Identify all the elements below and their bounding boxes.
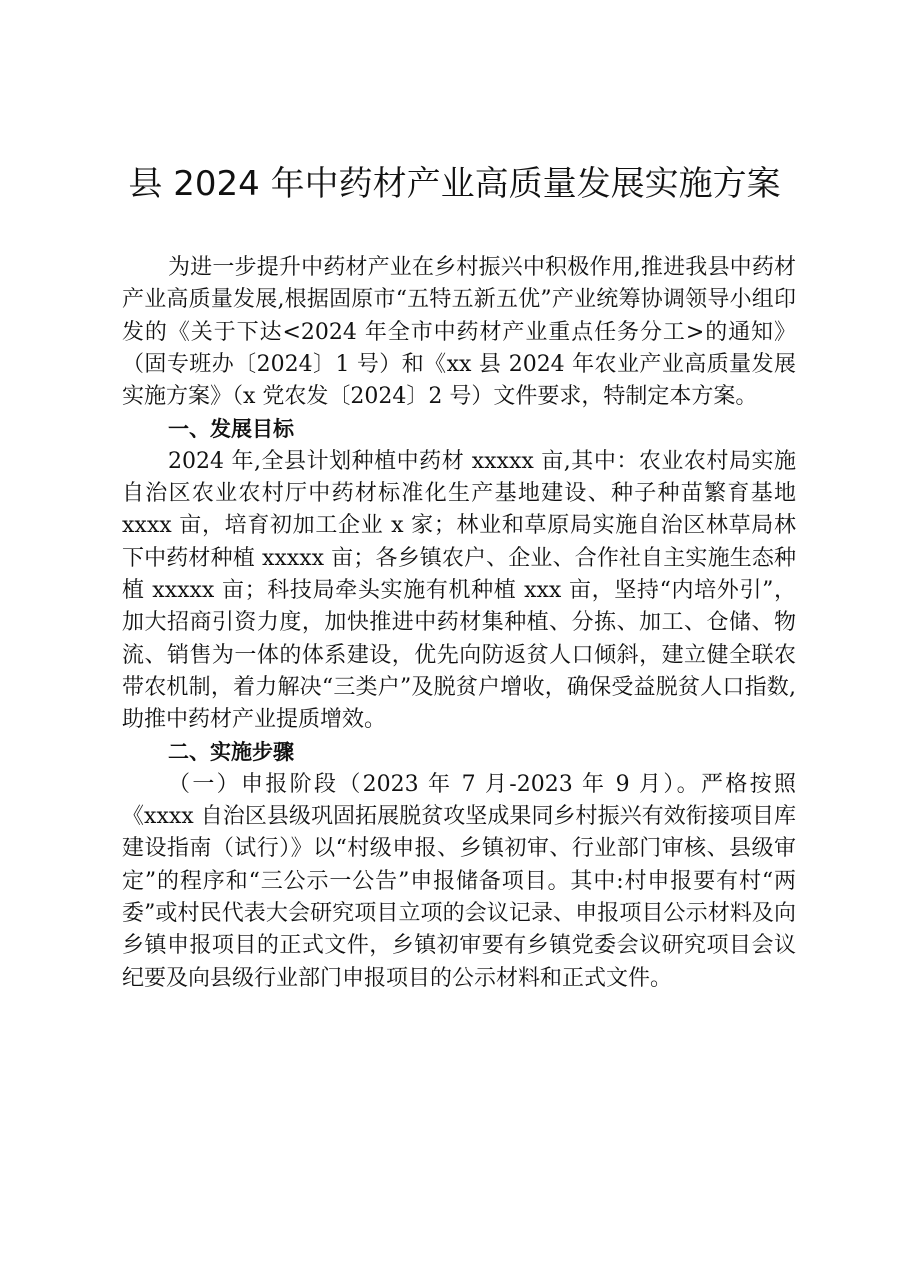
- goals-paragraph: 2024 年,全县计划种植中药材 xxxxx 亩,其中：农业农村局实施自治区农业农村厅中药材标准化生产基地建设、种子种苗繁育基地 xxxx 亩，培育初加工企业 x 家；林业和草原局实施自治区林草局林下中药材种植 xxxxx 亩；各乡镇农户、企业、合作社自主实施生态种植 xxxxx 亩；科技局牵头实施有机种植 xxx 亩，坚持“内培外引”，加大招商引资力度，加快推进中药材集种植、分拣、加工、仓储、物流、销售为一体的体系建设，优先向防返贫人口倾斜，建立健全联农带农机制，着力解决“三类户”及脱贫户增收，确保受益脱贫人口指数,助推中药材产业提质增效。: [122, 448, 796, 733]
- steps-paragraph: （一）申报阶段（2023 年 7 月-2023 年 9 月）。严格按照《xxxx 自治区县级巩固拓展脱贫攻坚成果同乡村振兴有效衔接项目库建设指南（试行）》以“村级申报、乡镇初审、行业部门审核、县级审定”的程序和“三公示一公告”申报储备项目。其中:村申报要有村“两委”或村民代表大会研究项目立项的会议记录、申报项目公示材料及向乡镇申报项目的正式文件，乡镇初审要有乡镇党委会议研究项目会议纪要及向县级行业部门申报项目的公示材料和正式文件。: [122, 771, 796, 991]
- document-body: [122, 252, 796, 995]
- section-heading-steps: 二、实施步骤: [168, 740, 294, 765]
- document-title: 县 2024 年中药材产业高质量发展实施方案: [128, 164, 781, 204]
- intro-paragraph: 为进一步提升中药材产业在乡村振兴中积极作用,推进我县中药材产业高质量发展,根据固原市“五特五新五优”产业统筹协调领导小组印发的《关于下达<2024 年全市中药材产业重点任务分工>的通知》（固专班办〔2024〕1 号）和《xx 县 2024 年农业产业高质量发展实施方案》（x 党农发〔2024〕2 号）文件要求，特制定本方案。: [122, 255, 796, 410]
- section-heading-goals: 一、发展目标: [168, 417, 294, 442]
